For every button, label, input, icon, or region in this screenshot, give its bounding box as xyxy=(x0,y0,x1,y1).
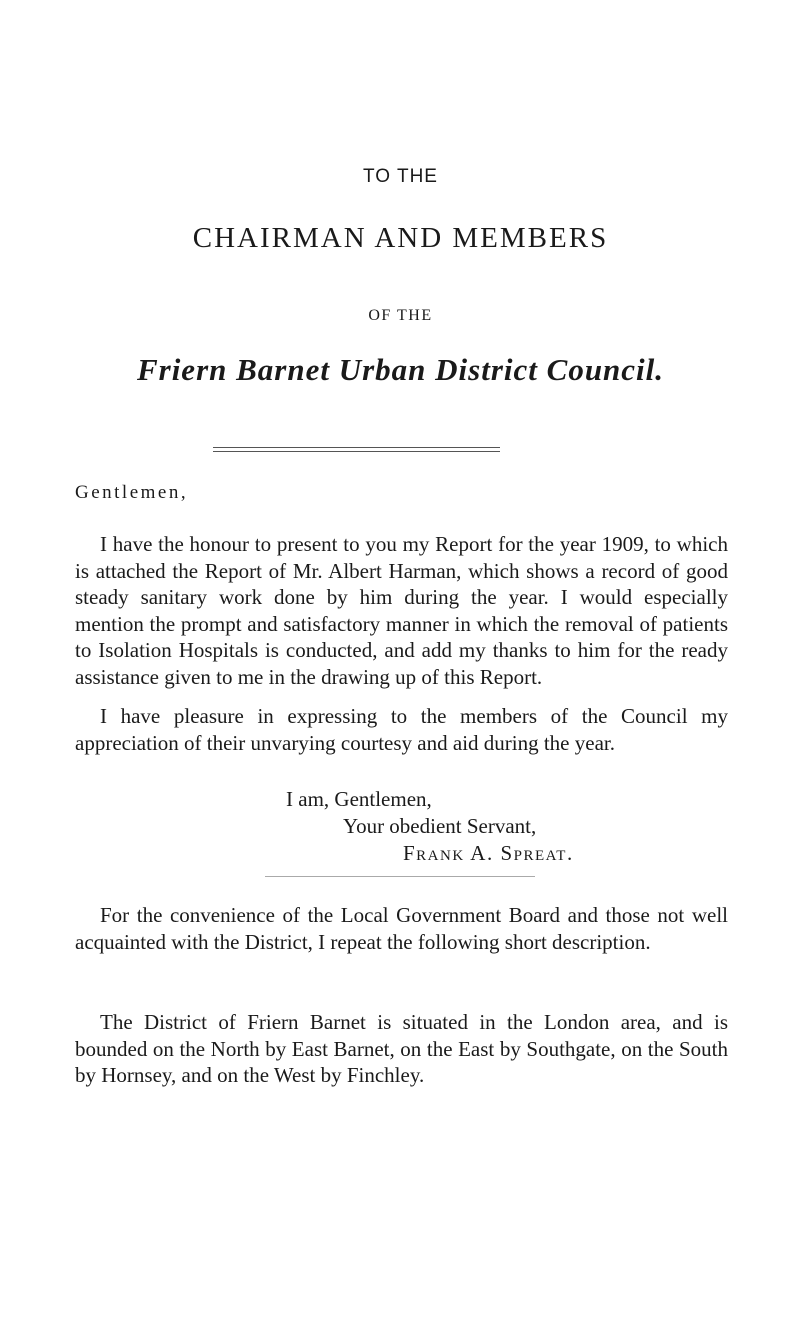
letter-paragraph: I have the honour to present to you my Report for the year 1909, to which is attached the Report of Mr. Albert Harman, which shows a record of good steady sanitary work done by him during the year. I would especially mention the prompt and satisfactory manner in which the removal of patients to Isolation Hospitals is conducted, and add my thanks to him for the ready assistance given to me in the drawing up of this Report. xyxy=(75,532,728,689)
heading-addressee: CHAIRMAN AND MEMBERS xyxy=(192,222,609,254)
heading-of-the: OF THE xyxy=(368,307,433,324)
description-paragraph: For the convenience of the Local Government Board and those not well acquainted with the District, I repeat the following short description. xyxy=(75,903,728,954)
description-paragraph: The District of Friern Barnet is situated in the London area, and is bounded on the North by East Barnet, on the East by Southgate, on the South by Hornsey, and on the West by Finchley. xyxy=(75,1010,728,1087)
section-divider xyxy=(265,876,535,877)
signature: Frank A. Spreat. xyxy=(403,841,574,865)
heading-to-the: TO THE xyxy=(363,166,438,187)
salutation: Gentlemen, xyxy=(75,482,189,503)
council-name-heading: Friern Barnet Urban District Council. xyxy=(136,352,665,387)
closing-line: Your obedient Servant, xyxy=(343,814,537,838)
letter-paragraph: I have pleasure in expressing to the members of the Council my appreciation of their unvarying courtesy and aid during the year. xyxy=(75,704,728,755)
closing-line: I am, Gentlemen, xyxy=(286,787,432,811)
heading-divider xyxy=(213,447,500,452)
